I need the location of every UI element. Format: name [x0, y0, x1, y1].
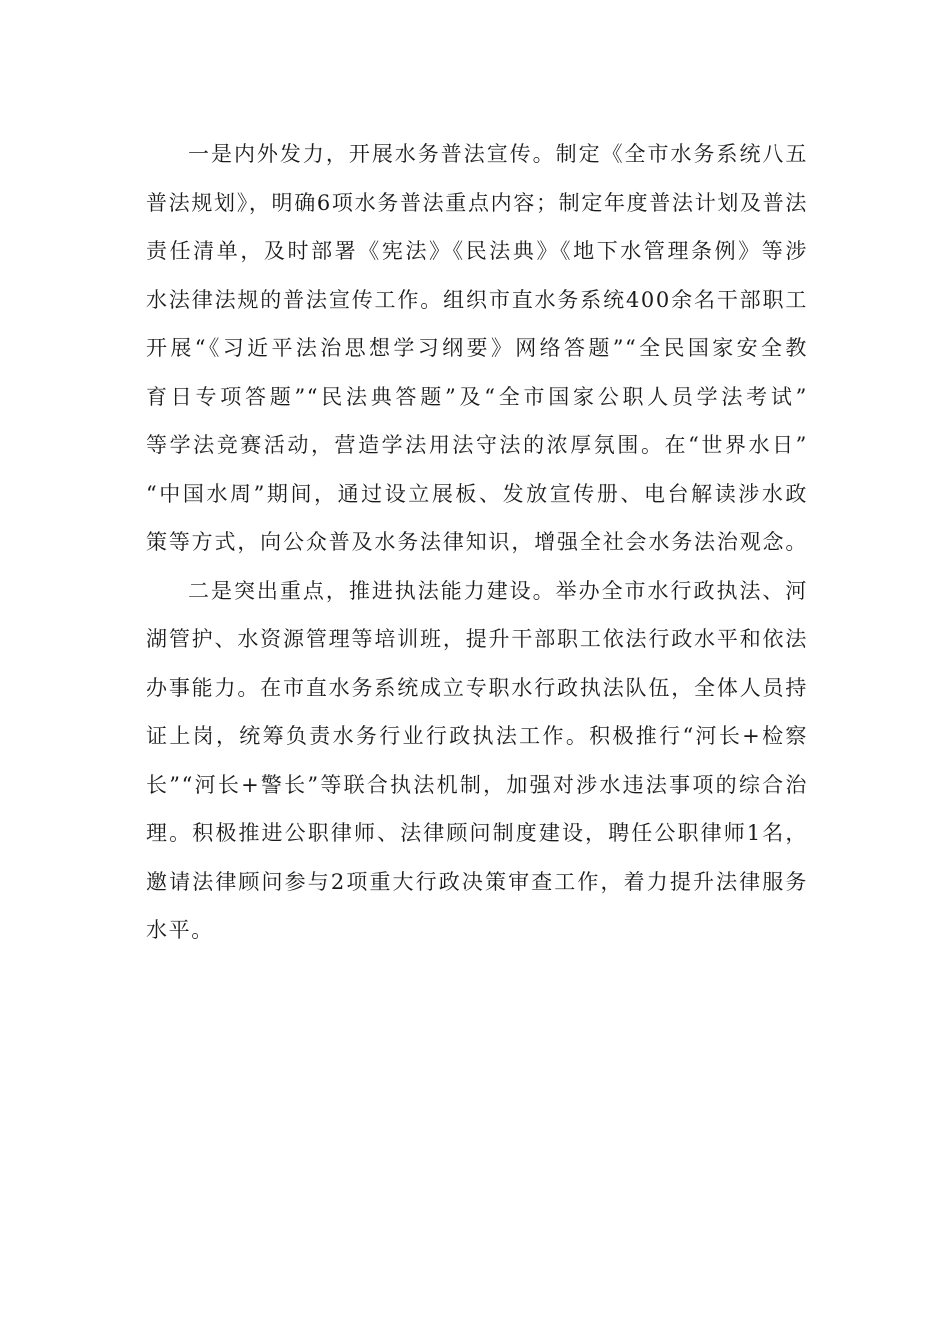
paragraph-line: 湖管护、水资源管理等培训班，提升干部职工依法行政水平和依法 — [146, 627, 808, 651]
paragraph-line: 开展“《习近平法治思想学习纲要》网络答题”“全民国家安全教 — [146, 336, 808, 360]
paragraph-line: 水平。 — [146, 918, 214, 942]
paragraph-line: 长”“河长+警长”等联合执法机制，加强对涉水违法事项的综合治 — [146, 772, 808, 797]
paragraph-line: 二是突出重点，推进执法能力建设。举办全市水行政执法、河 — [188, 578, 808, 603]
paragraph-line: 等学法竞赛活动，营造学法用法守法的浓厚氛围。在“世界水日” — [146, 433, 808, 457]
paragraph-line: 育日专项答题”“民法典答题”及“全市国家公职人员学法考试” — [146, 384, 808, 409]
paragraph-law-enforcement-capacity — [146, 567, 808, 955]
paragraph-water-law-publicity — [146, 130, 808, 567]
paragraph-line: 邀请法律顾问参与2项重大行政决策审查工作，着力提升法律服务 — [146, 869, 808, 894]
paragraph-line: 策等方式，向公众普及水务法律知识，增强全社会水务法治观念。 — [146, 530, 808, 554]
paragraph-line: 一是内外发力，开展水务普法宣传。制定《全市水务系统八五 — [188, 142, 808, 166]
paragraph-line: 普法规划》，明确6项水务普法重点内容；制定年度普法计划及普法 — [146, 190, 808, 215]
paragraph-line: 证上岗，统筹负责水务行业行政执法工作。积极推行“河长+检察 — [146, 724, 808, 748]
paragraph-line: “中国水周”期间，通过设立展板、发放宣传册、电台解读涉水政 — [146, 481, 808, 506]
paragraph-line: 办事能力。在市直水务系统成立专职水行政执法队伍，全体人员持 — [146, 675, 808, 700]
paragraph-line: 水法律法规的普法宣传工作。组织市直水务系统400余名干部职工 — [146, 287, 808, 312]
paragraph-line: 理。积极推进公职律师、法律顾问制度建设，聘任公职律师1名， — [146, 821, 808, 845]
paragraph-line: 责任清单，及时部署《宪法》《民法典》《地下水管理条例》等涉 — [146, 239, 808, 263]
document-body — [146, 130, 808, 955]
